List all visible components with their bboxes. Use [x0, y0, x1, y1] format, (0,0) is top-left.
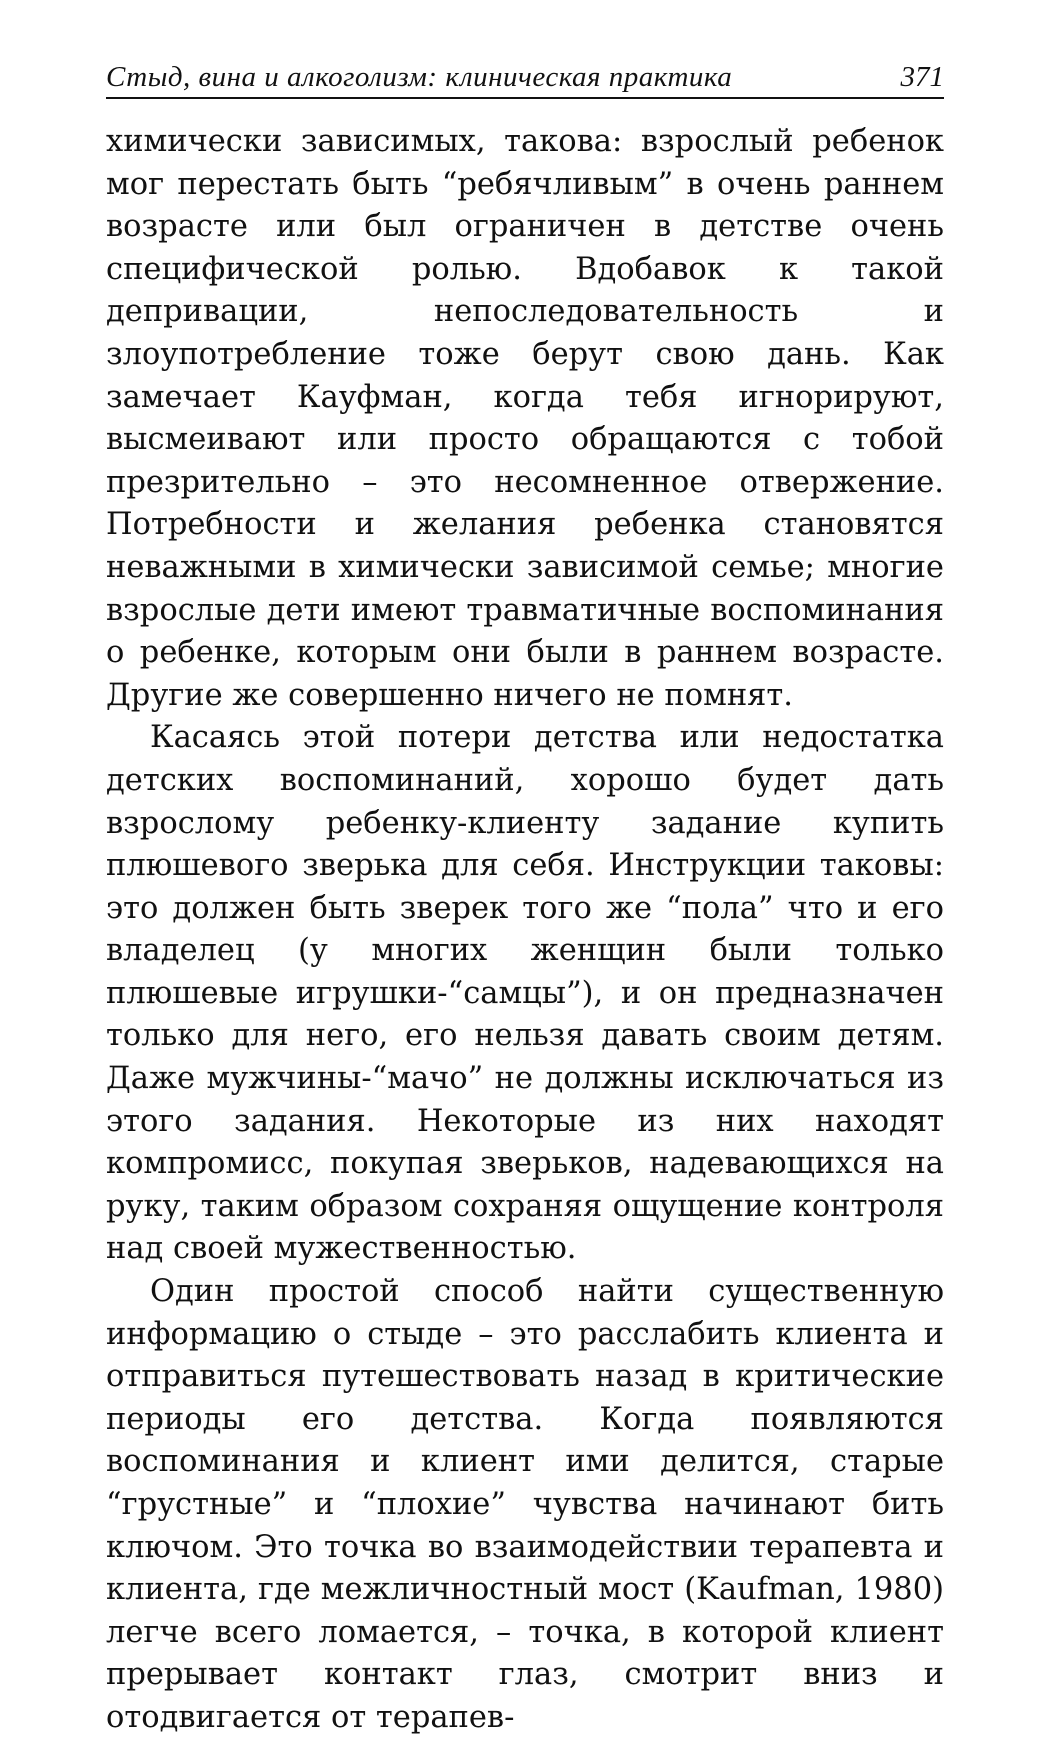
paragraph-3: Один простой способ найти существенную информацию о стыде – это расслабить клиента и отправиться путешествовать назад в критические периоды его детства. Когда появляются воспоминания и клиент ими делится, старые “грустные” и “плохие” чувства начинают бить ключом. Это точка во взаимодействии терапевта и клиента, где межличностный мост (Kaufman, 1980) легче всего ломается, – точка, в которой клиент прерывает контакт глаз, смотрит вниз и отодвигается от терапев-	[106, 1274, 944, 1735]
running-title: Стыд, вина и алкоголизм: клиническая практика	[106, 61, 733, 93]
paragraph-2: Касаясь этой потери детства или недостатка детских воспоминаний, хорошо будет дать взрослому ребенку-клиенту задание купить плюшевого зверька для себя. Инструкции таковы: это должен быть зверек того же “пола” что и его владелец (у многих женщин были только плюшевые игрушки-“самцы”), и он предназначен только для него, его нельзя давать своим детям. Даже мужчины-“мачо” не должны исключаться из этого задания. Некоторые из них находят компромисс, покупая зверьков, надевающихся на руку, таким образом сохраняя ощущение контроля над своей мужественностью.	[106, 720, 944, 1267]
paragraph-1: химически зависимых, такова: взрослый ребенок мог перестать быть “ребячливым” в очень раннем возрасте или был ограничен в детстве очень специфической ролью. Вдобавок к такой депривации, непоследовательность и злоупотребление тоже берут свою дань. Как замечает Кауфман, когда тебя игнорируют, высмеивают или просто обращаются с тобой презрительно – это несомненное отвержение. Потребности и желания ребенка становятся неважными в химически зависимой семье; многие взрослые дети имеют травматичные воспоминания о ребенке, которым они были в раннем возрасте. Другие же совершенно ничего не помнят.	[106, 124, 944, 713]
page-number: 371	[900, 61, 944, 93]
book-page	[106, 60, 944, 1740]
running-header	[106, 60, 944, 99]
body-text	[106, 121, 944, 1740]
